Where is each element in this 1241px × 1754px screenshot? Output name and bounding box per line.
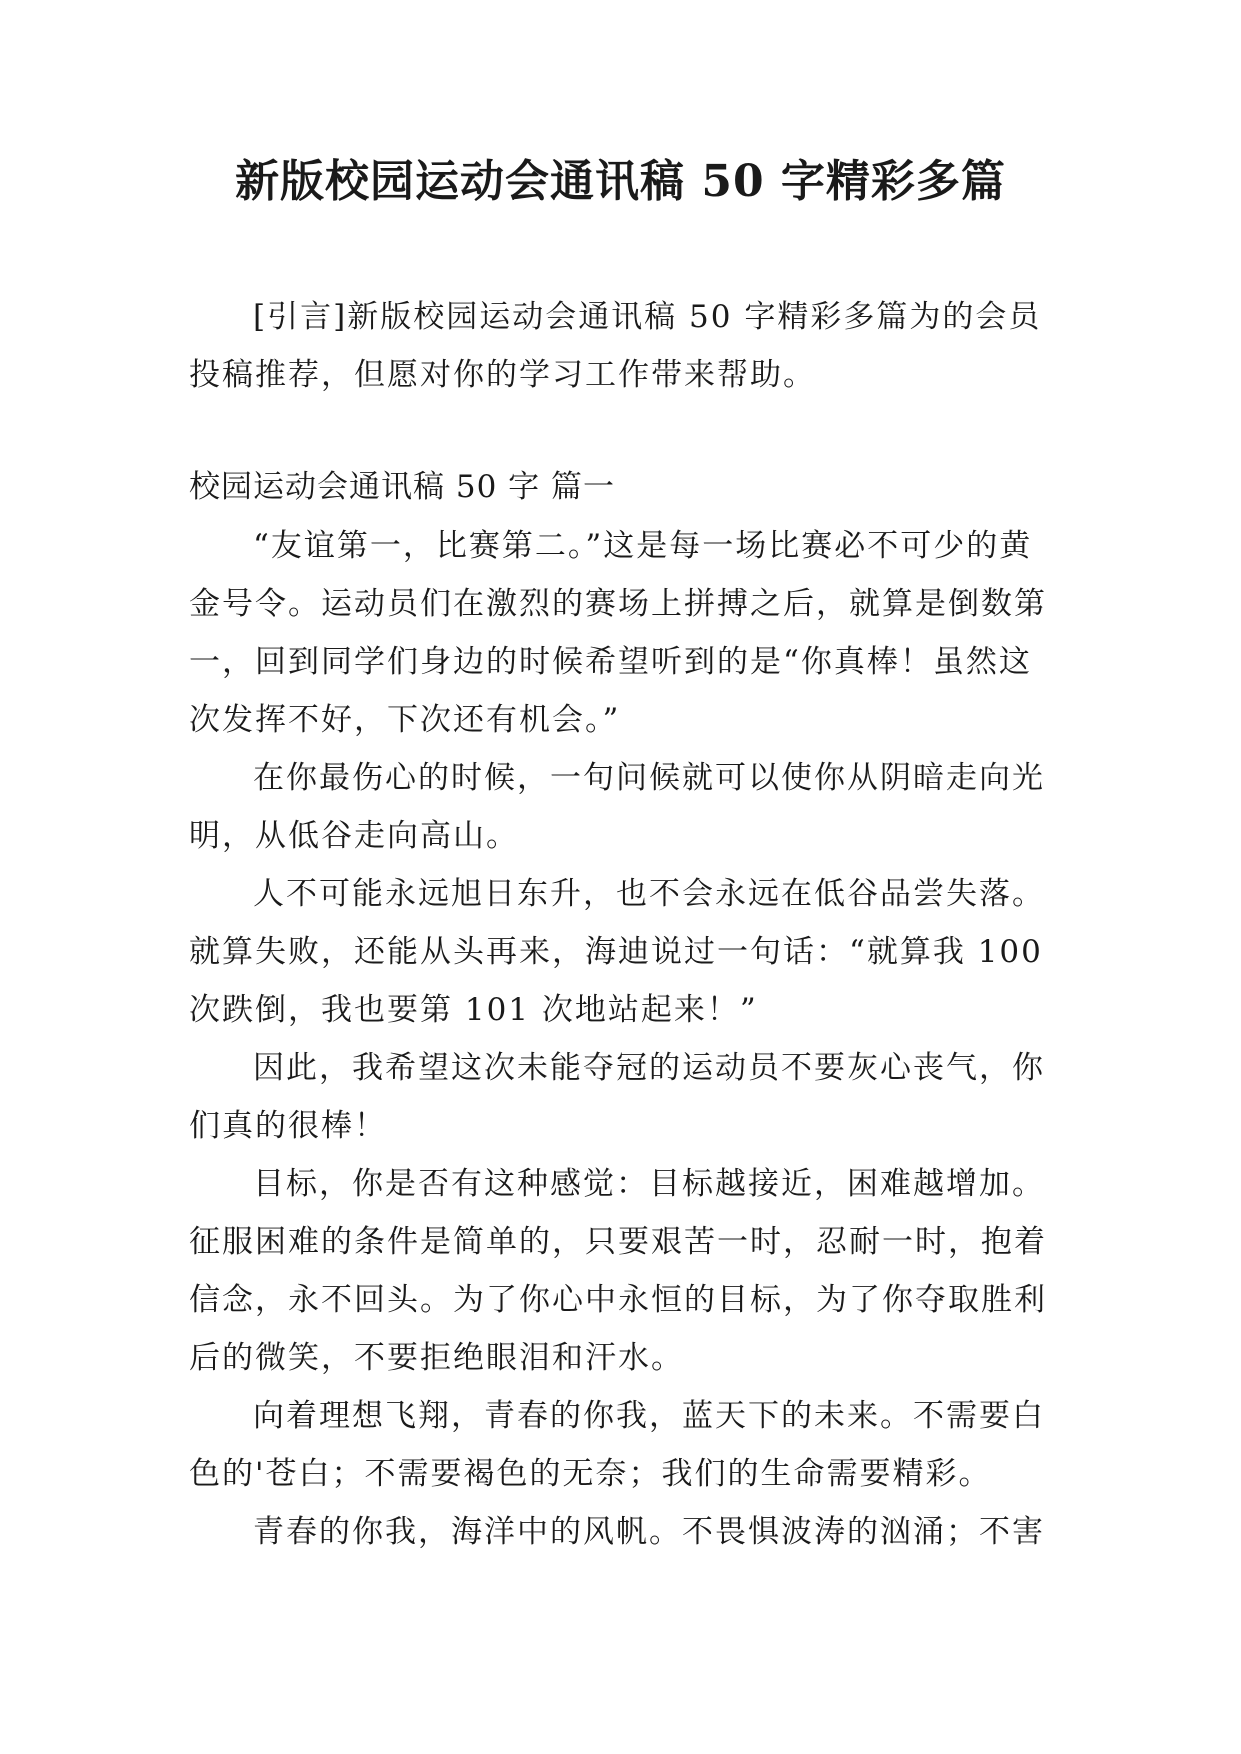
- body-paragraph: 青春的你我，海洋中的风帆。不畏惧波涛的汹涌；不害: [253, 1514, 1045, 1550]
- body-paragraph: “友谊第一，比赛第二。”这是每一场比赛必不可少的黄金号令。运动员们在激烈的赛场上拼搏之后，就算是倒数第一，回到同学们身边的时候希望听到的是“你真棒！虽然这次发挥不好，下次还有机会。”: [189, 528, 1047, 738]
- body-paragraph: 目标，你是否有这种感觉：目标越接近，困难越增加。征服困难的条件是简单的，只要艰苦一时，忍耐一时，抱着信念，永不回头。为了你心中永恒的目标，为了你夺取胜利后的微笑，不要拒绝眼泪和汗水。: [189, 1166, 1047, 1376]
- body-paragraph: 向着理想飞翔，青春的你我，蓝天下的未来。不需要白色的'苍白；不需要褐色的无奈；我们的生命需要精彩。: [189, 1398, 1045, 1492]
- document-title: 新版校园运动会通讯稿 50 字精彩多篇: [235, 156, 1006, 207]
- body-paragraph: 因此，我希望这次未能夺冠的运动员不要灰心丧气，你们真的很棒！: [189, 1050, 1045, 1144]
- section-heading: 校园运动会通讯稿 50 字 篇一: [189, 469, 616, 505]
- body-paragraph: 在你最伤心的时候，一句问候就可以使你从阴暗走向光明，从低谷走向高山。: [189, 760, 1045, 854]
- body-paragraph: 人不可能永远旭日东升，也不会永远在低谷品尝失落。就算失败，还能从头再来，海迪说过一句话：“就算我 100 次跌倒，我也要第 101 次地站起来！”: [189, 876, 1045, 1028]
- intro-paragraph: [引言]新版校园运动会通讯稿 50 字精彩多篇为的会员投稿推荐，但愿对你的学习工作带来帮助。: [189, 299, 1042, 393]
